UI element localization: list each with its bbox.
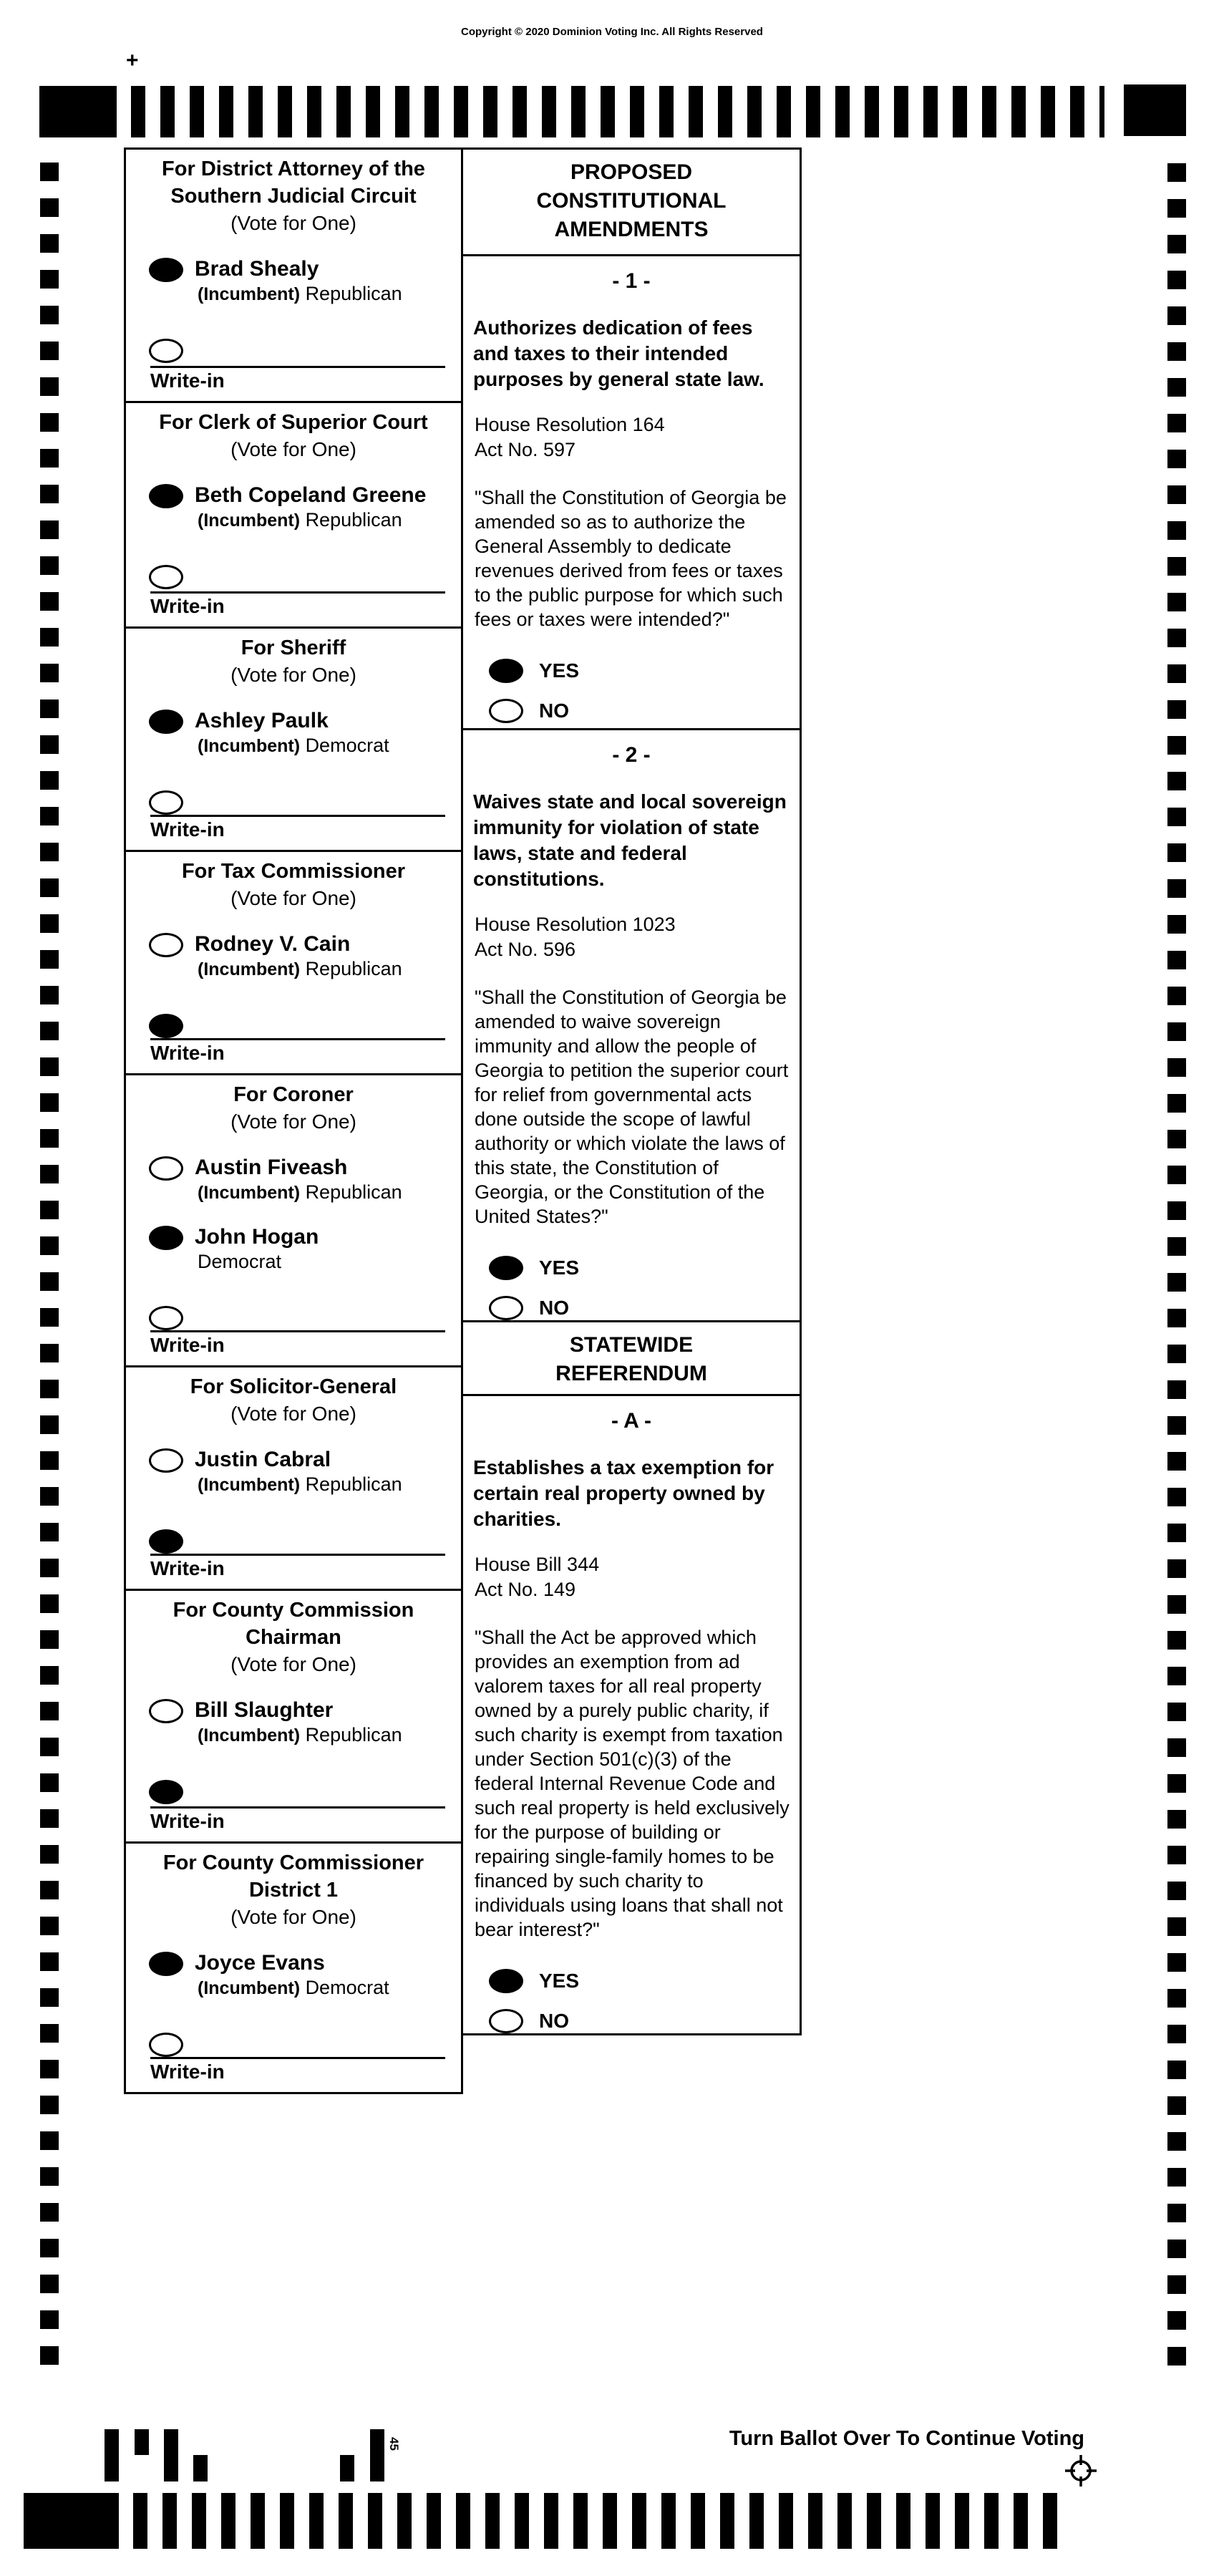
filled-oval[interactable]: [149, 1529, 183, 1554]
write-in-area: [150, 2057, 445, 2085]
measures-header-line: PROPOSED: [570, 160, 693, 184]
candidate-info: [195, 1154, 402, 1204]
copyright-text: Copyright © 2020 Dominion Voting Inc. All Rights Reserved: [461, 26, 763, 38]
empty-oval[interactable]: [149, 2033, 183, 2057]
candidate-row: [149, 933, 451, 981]
candidate-info: [195, 931, 402, 981]
write-in-area: [150, 591, 445, 619]
candidate-party: [195, 1723, 402, 1747]
race-title-line: For Coroner: [233, 1083, 354, 1106]
filled-oval[interactable]: [149, 1014, 183, 1038]
candidate-party: [195, 282, 402, 306]
empty-oval[interactable]: [489, 1296, 523, 1320]
measures-column: [461, 147, 802, 2035]
empty-oval[interactable]: [149, 1448, 183, 1473]
write-in-label: Write-in: [150, 818, 225, 841]
measures-header-line: CONSTITUTIONAL: [536, 189, 727, 213]
vote-for-instruction: (Vote for One): [230, 438, 356, 460]
choice-row: [489, 1256, 800, 1280]
candidate-row: [149, 1226, 451, 1273]
measure-reference-line: House Bill 344: [475, 1554, 600, 1575]
candidate-party: [195, 1250, 319, 1273]
timing-marks-left: [40, 163, 59, 2368]
candidate-row: [149, 1699, 451, 1747]
measure-reference-line: Act No. 596: [475, 939, 576, 960]
measures-header-line: REFERENDUM: [555, 1362, 707, 1385]
filled-oval[interactable]: [149, 258, 183, 282]
race-title-line: Chairman: [246, 1626, 341, 1649]
candidate-row: [149, 710, 451, 757]
candidate-row: [149, 1448, 451, 1496]
write-in-label: Write-in: [150, 595, 225, 617]
empty-oval[interactable]: [149, 790, 183, 815]
race-title-line: District 1: [248, 1879, 339, 1902]
race-header: [126, 1591, 461, 1677]
candidate-name: Beth Copeland Greene: [195, 483, 427, 507]
stub-barcode-bar: [105, 2429, 119, 2481]
choice-row: [489, 1969, 800, 1993]
filled-oval[interactable]: [489, 1256, 523, 1280]
empty-oval[interactable]: [149, 1306, 183, 1330]
choice-label: NO: [539, 699, 569, 722]
write-in-label: Write-in: [150, 369, 225, 392]
vote-for-instruction: (Vote for One): [230, 1653, 356, 1675]
candidate-name: Austin Fiveash: [195, 1156, 348, 1179]
candidate-row: [149, 1306, 451, 1330]
empty-oval[interactable]: [149, 339, 183, 363]
choice-row: [489, 699, 800, 723]
race-section: [124, 1073, 463, 1367]
choice-label: NO: [539, 1297, 569, 1319]
candidate-name: John Hogan: [195, 1225, 319, 1249]
candidate-party: [195, 734, 389, 757]
candidate-row: [149, 258, 451, 306]
candidate-row: [149, 339, 451, 363]
candidate-party: [195, 508, 426, 532]
incumbent-label: (Incumbent): [198, 1183, 301, 1203]
party-label: Republican: [305, 958, 402, 979]
empty-oval[interactable]: [149, 565, 183, 589]
measure-summary: Establishes a tax exemption for certain real property owned by charities.: [473, 1456, 774, 1530]
stub-barcode-bar: [193, 2455, 208, 2481]
candidate-info: [195, 482, 426, 532]
race-title-line: For Solicitor-General: [190, 1375, 397, 1398]
candidate-row: [149, 565, 451, 589]
race-header: [126, 1367, 461, 1427]
candidate-info: [195, 1224, 319, 1273]
measure-section: [461, 254, 802, 730]
vote-for-instruction: (Vote for One): [230, 212, 356, 234]
filled-oval[interactable]: [489, 1969, 523, 1993]
vote-for-instruction: (Vote for One): [230, 1403, 356, 1425]
stub-barcode-bar: [164, 2429, 178, 2481]
party-label: Republican: [305, 1473, 402, 1495]
filled-oval[interactable]: [149, 1952, 183, 1976]
race-section: [124, 850, 463, 1075]
measure-references: [475, 412, 792, 463]
measure-section: [461, 1394, 802, 2035]
vote-for-instruction: (Vote for One): [230, 1906, 356, 1928]
measure-references: [475, 912, 792, 962]
candidate-party: [195, 1181, 402, 1204]
choice-row: [489, 1296, 800, 1320]
measure-number: - 1 -: [612, 269, 651, 293]
write-in-label: Write-in: [150, 2061, 225, 2083]
race-title-line: Southern Judicial Circuit: [170, 185, 417, 208]
timing-block-top-left: [39, 86, 117, 137]
measure-reference-line: Act No. 597: [475, 439, 576, 460]
race-header: [126, 403, 461, 463]
write-in-area: [150, 366, 445, 394]
choice-row: [489, 2009, 800, 2033]
write-in-label: Write-in: [150, 1042, 225, 1064]
candidate-name: Ashley Paulk: [195, 709, 329, 732]
choice-label: NO: [539, 2010, 569, 2032]
stub-number: 45: [387, 2437, 401, 2451]
race-header: [126, 1844, 461, 1930]
party-label: Democrat: [305, 735, 389, 756]
stub-barcode-bar: [370, 2429, 384, 2481]
write-in-label: Write-in: [150, 1810, 225, 1832]
write-in-label: Write-in: [150, 1557, 225, 1579]
race-section: [124, 1365, 463, 1591]
timing-block-bottom-left: [24, 2493, 119, 2549]
incumbent-label: (Incumbent): [198, 1475, 301, 1495]
candidate-party: [195, 1473, 402, 1496]
measures-header-line: STATEWIDE: [569, 1333, 694, 1357]
measure-section: [461, 728, 802, 1322]
candidate-name: Joyce Evans: [195, 1951, 325, 1975]
vote-for-instruction: (Vote for One): [230, 887, 356, 909]
timing-marks-right: [1167, 163, 1186, 2368]
candidate-info: [195, 707, 389, 757]
race-header: [126, 1075, 461, 1135]
filled-oval[interactable]: [149, 484, 183, 508]
candidate-row: [149, 1952, 451, 2000]
race-section: [124, 1589, 463, 1844]
measure-reference-line: House Resolution 164: [475, 414, 665, 435]
race-header: [126, 629, 461, 688]
turn-ballot-instruction: Turn Ballot Over To Continue Voting: [729, 2427, 1084, 2450]
races-column: [124, 147, 463, 2094]
measure-question: "Shall the Act be approved which provides an exemption from ad valorem taxes for all real property owned by a purely public charity, if such charity is exempt from taxation under Section 501(c)(3) of the federal Internal Revenue Code and such real property is held exclusively for the purpose of building or repairing single-family homes to be financed by such charity to individuals using loans that shall not bear interest?": [475, 1627, 790, 1940]
measure-number: - 2 -: [612, 743, 651, 767]
candidate-row: [149, 1014, 451, 1038]
measure-question: "Shall the Constitution of Georgia be amended to waive sovereign immunity and allow the people of Georgia to petition the superior court for relief from governmental acts done outside the scope of lawful authority or which violate the laws of this state, the Constitution of Georgia, or the Constitution of the United States?": [475, 987, 789, 1227]
timing-block-top-right: [1124, 84, 1186, 136]
timing-marks-top: [131, 86, 1104, 137]
filled-oval[interactable]: [149, 1226, 183, 1250]
write-in-area: [150, 1806, 445, 1834]
choice-label: YES: [539, 659, 580, 682]
incumbent-label: (Incumbent): [198, 1725, 301, 1745]
filled-oval[interactable]: [149, 710, 183, 734]
candidate-info: [195, 1446, 402, 1496]
candidate-row: [149, 1529, 451, 1554]
party-label: Democrat: [198, 1251, 282, 1272]
incumbent-label: (Incumbent): [198, 736, 301, 756]
incumbent-label: (Incumbent): [198, 959, 301, 979]
filled-oval[interactable]: [489, 659, 523, 683]
party-label: Republican: [305, 1181, 402, 1203]
stub-barcode-bar: [340, 2455, 354, 2481]
party-label: Republican: [305, 283, 402, 304]
race-header: [126, 150, 461, 236]
vote-for-instruction: (Vote for One): [230, 1110, 356, 1133]
candidate-name: Bill Slaughter: [195, 1698, 334, 1722]
incumbent-label: (Incumbent): [198, 1978, 301, 1998]
candidate-party: [195, 1976, 389, 2000]
candidate-party: [195, 957, 402, 981]
race-header: [126, 852, 461, 911]
race-title-line: For Clerk of Superior Court: [159, 411, 428, 434]
race-title-line: For Tax Commissioner: [181, 860, 406, 883]
write-in-area: [150, 1330, 445, 1358]
measures-header: [461, 147, 802, 256]
choice-label: YES: [539, 1970, 580, 1992]
measure-summary: Authorizes dedication of fees and taxes to their intended purposes by general state law.: [473, 316, 764, 390]
race-section: [124, 147, 463, 403]
filled-oval[interactable]: [149, 1780, 183, 1804]
empty-oval[interactable]: [149, 1699, 183, 1723]
candidate-row: [149, 484, 451, 532]
candidate-row: [149, 1780, 451, 1804]
write-in-area: [150, 1038, 445, 1066]
choice-row: [489, 659, 800, 683]
measure-number: - A -: [611, 1409, 652, 1433]
incumbent-label: (Incumbent): [198, 284, 301, 304]
candidate-info: [195, 1950, 389, 2000]
race-title-line: For County Commission: [173, 1599, 414, 1622]
empty-oval[interactable]: [149, 1156, 183, 1181]
candidate-row: [149, 2033, 451, 2057]
party-label: Republican: [305, 1724, 402, 1745]
write-in-area: [150, 815, 445, 843]
measures-header: [461, 1320, 802, 1396]
party-label: Republican: [305, 509, 402, 531]
measure-summary: Waives state and local sovereign immunity for violation of state laws, state and federal constitutions.: [473, 790, 787, 890]
candidate-row: [149, 790, 451, 815]
candidate-info: [195, 1697, 402, 1747]
race-section: [124, 401, 463, 629]
race-section: [124, 1841, 463, 2094]
measure-reference-line: House Resolution 1023: [475, 914, 676, 935]
measures-header-line: AMENDMENTS: [554, 218, 709, 241]
measure-reference-line: Act No. 149: [475, 1579, 576, 1600]
race-title-line: For Sheriff: [241, 636, 346, 659]
empty-oval[interactable]: [489, 2009, 523, 2033]
measure-references: [475, 1552, 792, 1602]
race-title-line: For County Commissioner: [162, 1851, 424, 1874]
candidate-row: [149, 1156, 451, 1204]
write-in-label: Write-in: [150, 1334, 225, 1356]
race-title-line: For District Attorney of the: [162, 158, 425, 180]
timing-marks-bottom: [133, 2493, 1064, 2549]
candidate-name: Brad Shealy: [195, 257, 319, 281]
registration-plus-mark: +: [126, 49, 139, 72]
party-label: Democrat: [305, 1977, 389, 1998]
race-section: [124, 626, 463, 852]
empty-oval[interactable]: [489, 699, 523, 723]
candidate-info: [195, 256, 402, 306]
empty-oval[interactable]: [149, 933, 183, 957]
candidate-name: Rodney V. Cain: [195, 932, 351, 956]
measure-question: "Shall the Constitution of Georgia be amended so as to authorize the General Assembly to dedicate revenues derived from fees or taxes to the public purpose for which such fees or taxes were intended?": [475, 487, 787, 630]
vote-for-instruction: (Vote for One): [230, 664, 356, 686]
incumbent-label: (Incumbent): [198, 510, 301, 531]
choice-label: YES: [539, 1256, 580, 1279]
registration-target-icon: [1064, 2454, 1098, 2488]
write-in-area: [150, 1554, 445, 1582]
stub-barcode-bar: [135, 2429, 149, 2455]
candidate-name: Justin Cabral: [195, 1448, 331, 1471]
